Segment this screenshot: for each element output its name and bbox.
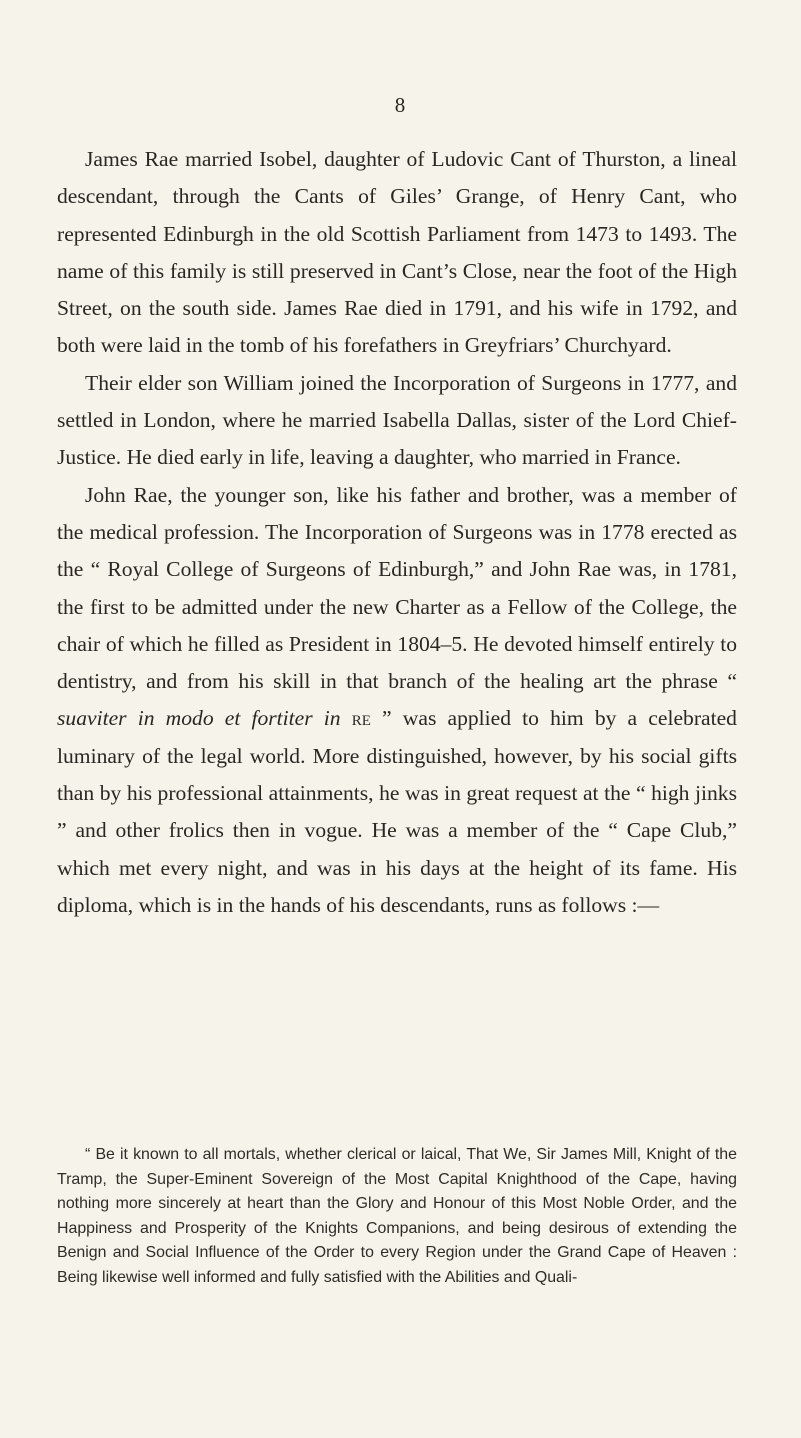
paragraph-2: Their elder son William joined the Incorporation of Surgeons in 1777, and settled in London, where he married Isabella Dallas, sister of the Lord Chief-Justice. He died early in life, leaving a daughter, who married in France. [57,370,737,470]
latin-phrase: suaviter in modo et fortiter in [57,706,341,731]
page-number: 8 [394,93,407,117]
paragraph-3-text-a: John Rae, the younger son, like his father and brother, was a member of the medical profession. The Incorporation of Surgeons was in 1778 erected as the “ Royal College of Surgeons of Edinburgh,” and John Rae was, in 1781, the first to be admitted under the new Charter as a Fellow of the College, the chair of which he filled as President in 1804–5. He devoted himself entirely to dentistry, and from his skill in that branch of the healing art the phrase “ [57,482,737,694]
latin-phrase-end: re [351,706,371,731]
body-text [57,141,737,924]
paragraph-1: James Rae married Isobel, daughter of Ludovic Cant of Thurston, a lineal descendant, through the Cants of Giles’ Grange, of Henry Cant, who represented Edinburgh in the old Scottish Parliament from 1473 to 1493. The name of this family is still preserved in Cant’s Close, near the foot of the High Street, on the south side. James Rae died in 1791, and his wife in 1792, and both were laid in the tomb of his forefathers in Greyfriars’ Churchyard. [57,147,737,358]
diploma-quote: “ Be it known to all mortals, whether clerical or laical, That We, Sir James Mill, Knight of the Tramp, the Super-Eminent Sovereign of the Most Capital Knighthood of the Cape, having nothing more sincerely at heart than the Glory and Honour of this Most Noble Order, and the Happiness and Prosperity of the Knights Companions, and being desirous of extending the Benign and Social Influence of the Order to every Region under the Grand Cape of Heaven : Being likewise well informed and fully satisfied with the Abilities and Quali- [57,1146,737,1286]
paragraph-3-text-b: ” was applied to him by a celebrated luminary of the legal world. More distinguished, however, by his social gifts than by his professional attainments, he was in great request at the “ high jinks ” and other frolics then in vogue. He was a member of the “ Cape Club,” which met every night, and was in his days at the height of its fame. His diploma, which is in the hands of his descendants, runs as follows :— [57,706,737,917]
paragraph-3 [57,477,737,925]
